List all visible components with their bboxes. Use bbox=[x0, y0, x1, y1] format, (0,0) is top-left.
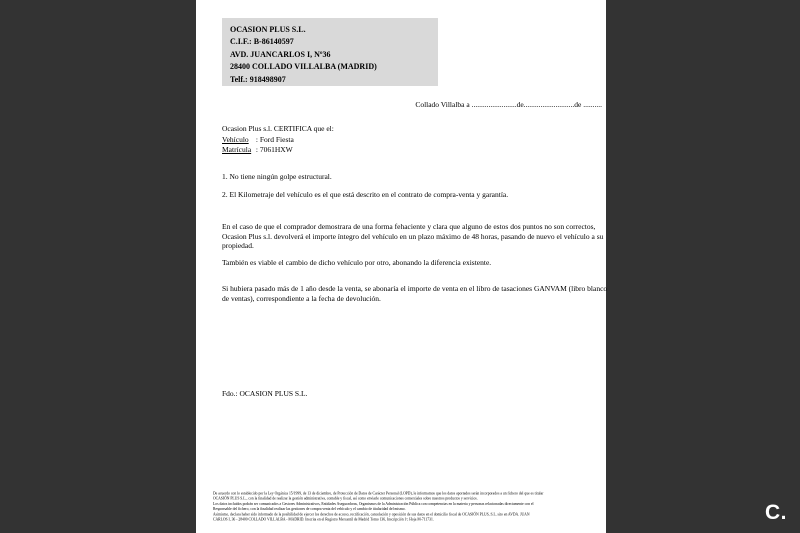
certify-intro: Ocasion Plus s.l. CERTIFICA que el: bbox=[222, 124, 334, 133]
company-city: 28400 COLLADO VILLALBA (MADRID) bbox=[230, 62, 377, 72]
vehicle-row bbox=[222, 135, 334, 146]
fine-print-line: CARLOS I, 36 - 28400 COLLADO VILLALBA - MADRID. Inscrita en el Registro Mercantil de Madrid Tomo 136, Inscripción 1ª, Hoja M-711731. bbox=[213, 517, 434, 522]
plate-label: Matrícula bbox=[222, 145, 252, 154]
fine-print-line: Asimismo, declara haber sido informado de la posibilidad de ejercer los derechos de acceso, rectificación, cancelación y oposición de sus datos en el domicilio fiscal de OCASIÓN PLUS, S.L. sito en AVDA. JUAN bbox=[213, 511, 530, 517]
legal-fine-print-text bbox=[213, 491, 597, 522]
coches-watermark-logo: C. bbox=[765, 501, 787, 524]
fine-print-line: De acuerdo con lo establecido por la Ley Orgánica 15/1999, de 13 de diciembre, de Protección de Datos de Carácter Personal (LOPD), le informamos que los datos aportados serán incorporados a un fichero del que es titular bbox=[213, 491, 544, 496]
fine-print-line: Los datos incluidos podrán ser comunicados a Gestores Administrativos, Entidades Aseguradoras, Organismos de la Administración Pública con competencias en la materia y personas relacionadas directamente con el bbox=[213, 501, 534, 506]
company-address: AVD. JUANCARLOS I, Nº36 bbox=[230, 49, 331, 59]
company-cif: C.I.F.: B-86140597 bbox=[230, 37, 294, 47]
exchange-paragraph: También es viable el cambio de dicho vehículo por otro, abonando la diferencia existente. bbox=[222, 258, 492, 267]
ganvam-paragraph: Si hubiera pasado más de 1 año desde la venta, se abonaría el importe de venta en el libro de tasaciones GANVAM (libro blanco de ventas), correspondiente a la fecha de devolución. bbox=[222, 284, 608, 303]
legal-fine-print bbox=[213, 491, 597, 529]
fine-print-line: Responsable del fichero, con la finalidad realizar las gestiones de compra venta del vehículo y el cambio de titularidad del mismo. bbox=[213, 506, 406, 512]
point-2: 2. El Kilometraje del vehículo es el que está descrito en el contrato de compra-venta y garantía. bbox=[222, 190, 509, 199]
date-line: Collado Villalba a ........................de...........................de .......... bbox=[415, 100, 602, 109]
document-page bbox=[196, 0, 606, 533]
plate-row bbox=[222, 145, 334, 156]
company-name: OCASION PLUS S.L. bbox=[230, 25, 306, 34]
plate-value: : 7061HXW bbox=[255, 145, 293, 154]
vehicle-label: Vehículo bbox=[222, 134, 249, 144]
certification-block bbox=[222, 124, 334, 156]
refund-paragraph: En el caso de que el comprador demostrara de una forma fehaciente y clara que alguno de estos dos puntos no son correctos, Ocasion Plus s.l. devolverá el importe íntegro del vehículo en un plazo máximo de 48 horas, pasando de nuevo el vehículo a su propiedad. bbox=[222, 222, 604, 251]
signature-line: Fdo.: OCASION PLUS S.L. bbox=[222, 389, 308, 398]
company-header-box bbox=[222, 18, 438, 86]
company-phone: Telf.: 918498907 bbox=[230, 74, 286, 84]
point-1: 1. No tiene ningún golpe estructural. bbox=[222, 172, 332, 181]
vehicle-value: : Ford Fiesta bbox=[255, 134, 294, 144]
fine-print-line: OCASIÓN PLUS S.L., con la finalidad de realizar la gestión administrativa, contable y fiscal, así como enviarle comunicaciones comerciales sobre nuestros productos y servicios. bbox=[213, 496, 478, 501]
